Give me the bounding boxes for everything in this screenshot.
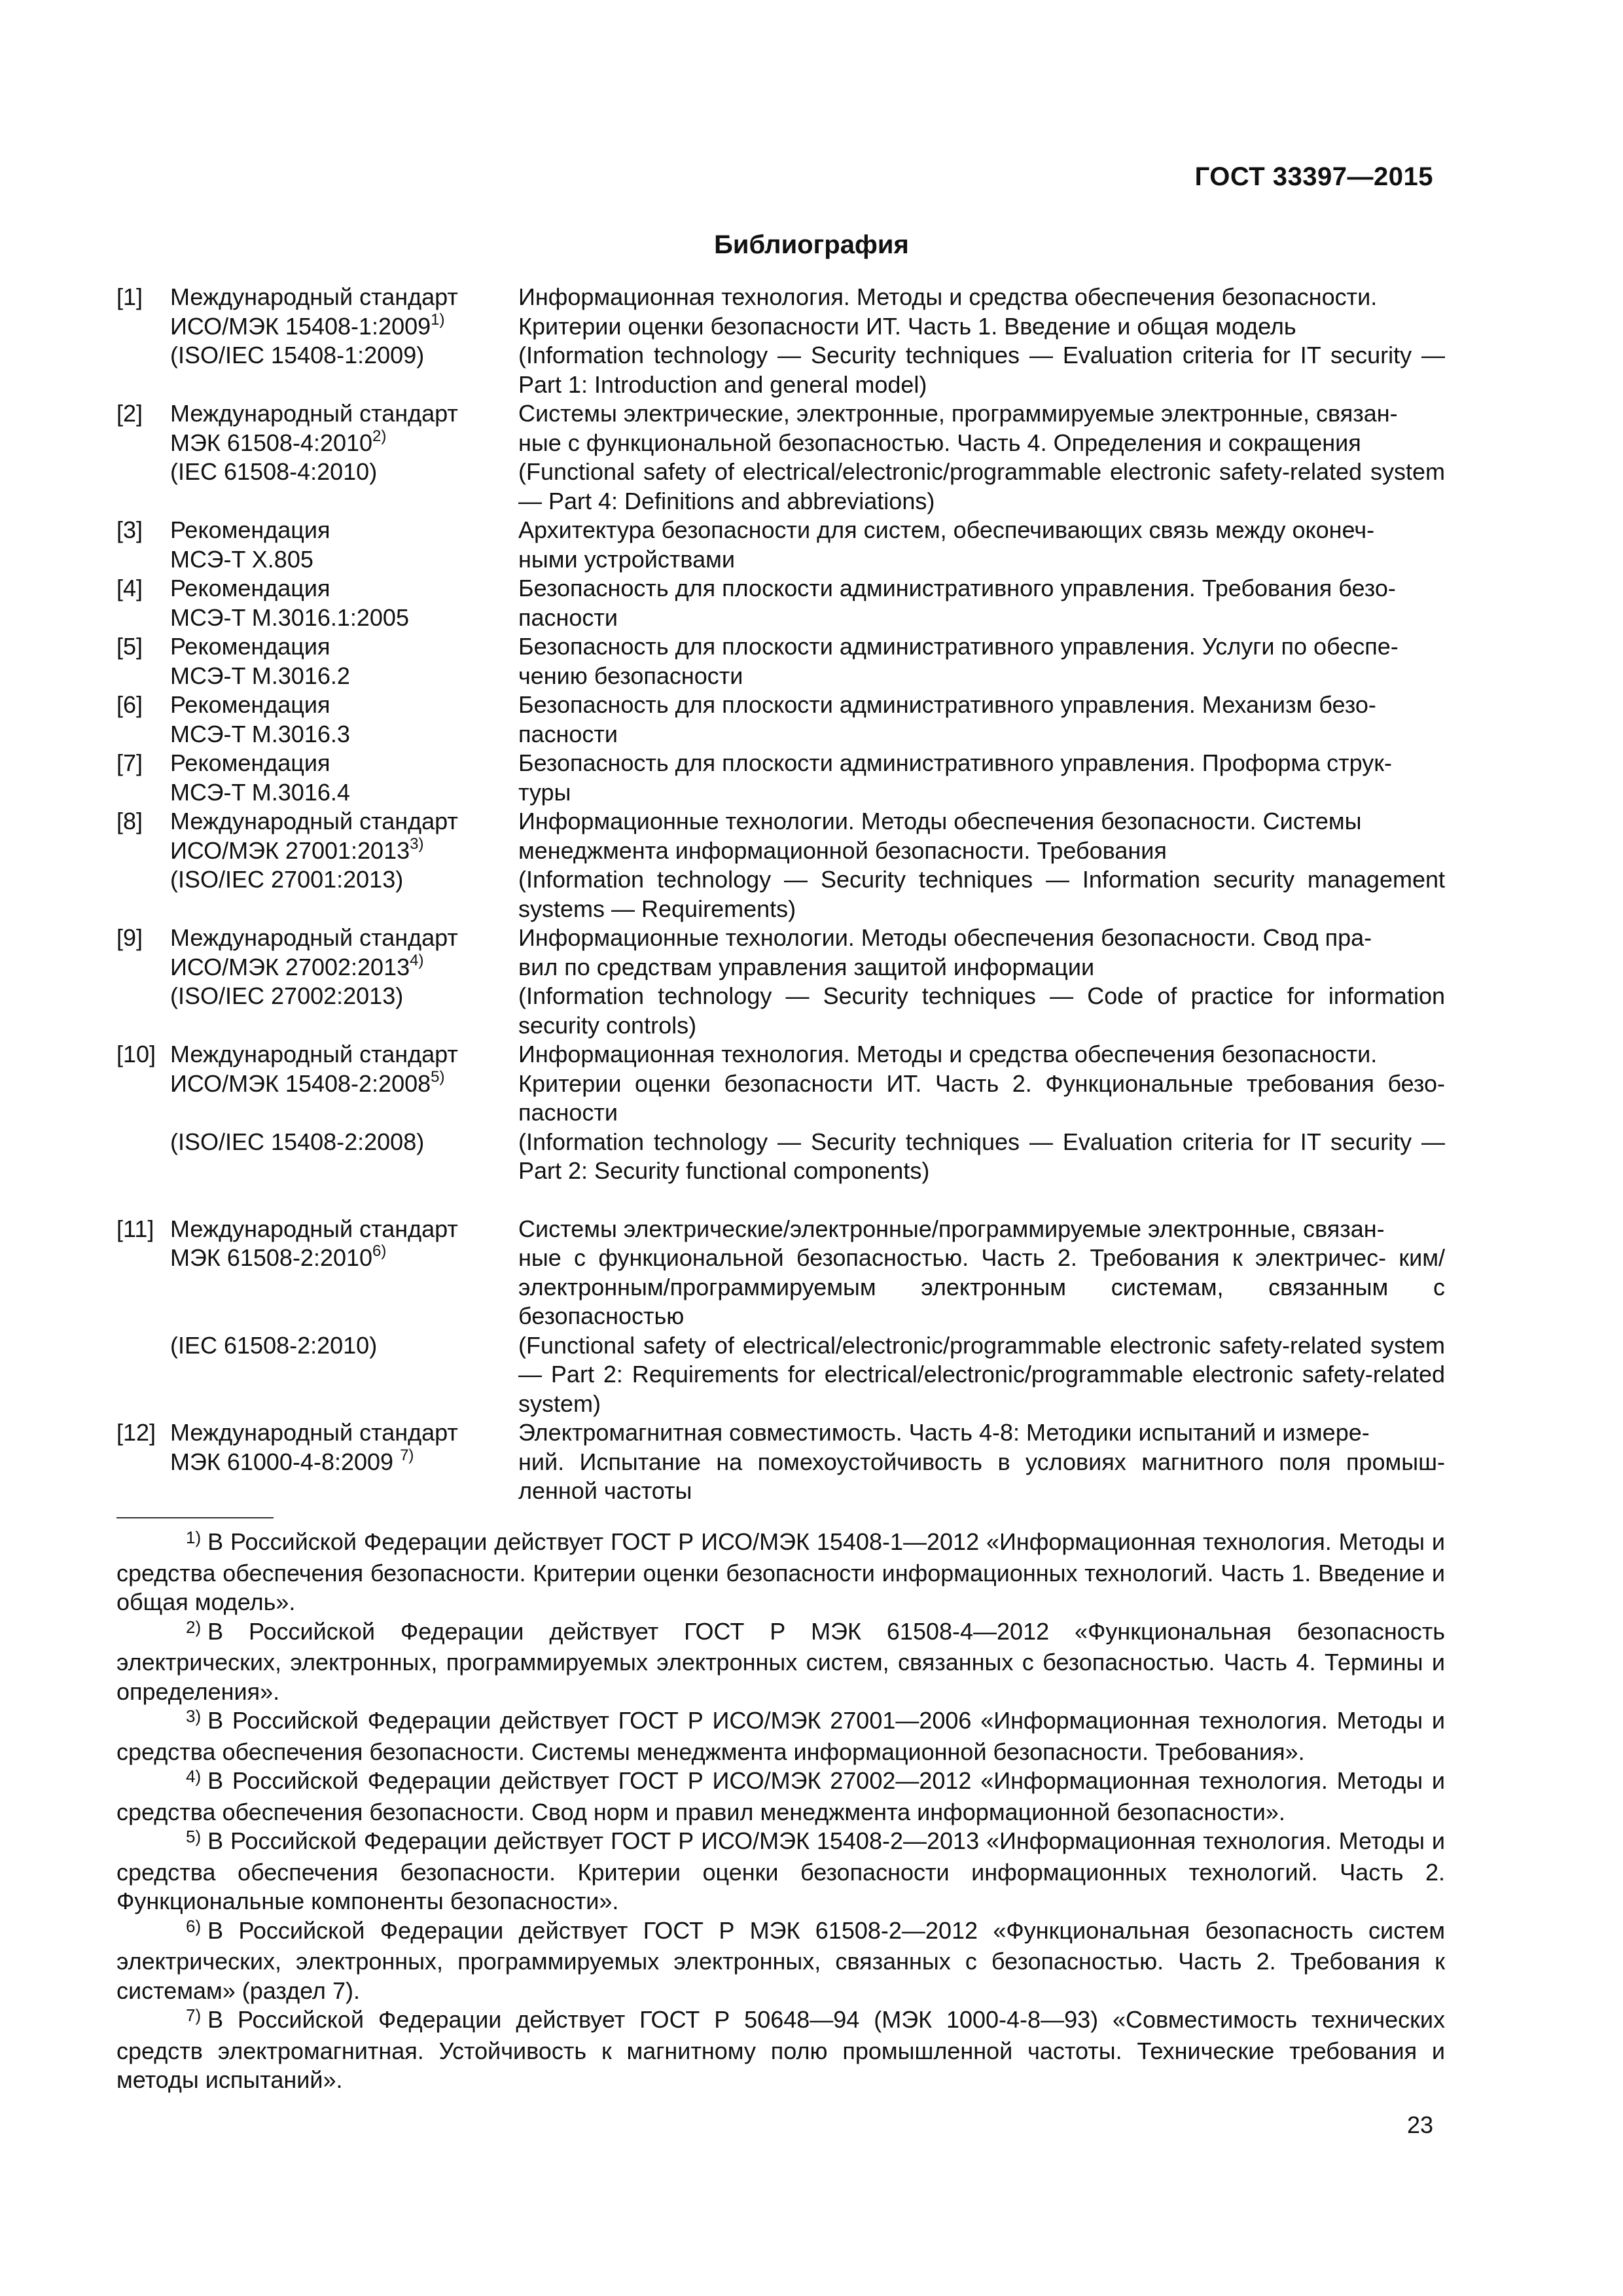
footnote-text: В Российской Федерации действует ГОСТ Р ИСО/МЭК 27001—2006 «Информационная технология. Методы и средства обеспечения безопасности. Системы менеджмента информационной безопасности. Требования».: [116, 1707, 1445, 1765]
bibliography-entry: [116, 574, 1445, 632]
document-code: ГОСТ 33397—2015: [1194, 162, 1433, 191]
bibliography-title: Библиография: [714, 230, 909, 259]
footnote: [116, 1617, 1445, 1707]
entry-description: ные с функциональной безопасностью. Часть 4. Определения и сокращения: [518, 429, 1361, 456]
bibliography-entry: [116, 1215, 1445, 1419]
footnote-ref[interactable]: 4): [410, 951, 424, 969]
entry-description: Информационная технология. Методы и средства обеспечения безопасности.: [518, 283, 1378, 310]
entry-description: Системы электрические/электронные/программируемые электронные, связан-: [518, 1215, 1385, 1242]
entry-description: Безопасность для плоскости административного управления. Проформа струк-: [518, 749, 1393, 776]
footnote-ref[interactable]: 6): [372, 1242, 387, 1260]
footnote-text: В Российской Федерации действует ГОСТ Р ИСО/МЭК 15408-2—2013 «Информационная технология. Методы и средства обеспечения безопасности. Критерии оценки безопасности информационных технологий. Часть 2. Функциональные компоненты безопасности».: [116, 1827, 1445, 1914]
footnote-mark: 7): [186, 2005, 202, 2025]
footnote-text: В Российской Федерации действует ГОСТ Р МЭК 61508-4—2012 «Функциональная безопасность электрических, электронных, программируемых электронных систем, связанных с безопасностью. Часть 4. Термины и определения».: [116, 1617, 1445, 1705]
entry-description: ний. Испытание на помехоустойчивость в условиях магнитного поля промыш- ленной частоты: [518, 1448, 1445, 1504]
entry-reference: МСЭ-T M.3016.4: [170, 778, 350, 806]
entry-number: [11]: [116, 1215, 154, 1242]
entry-number: [9]: [116, 924, 143, 951]
entry-reference: Международный стандарт: [170, 283, 458, 310]
footnote-mark: 4): [186, 1767, 202, 1786]
entry-description: Информационные технологии. Методы обеспечения безопасности. Свод пра-: [518, 924, 1372, 951]
entry-reference: МСЭ-T X.805: [170, 545, 313, 573]
footnote-mark: 6): [186, 1916, 202, 1936]
entry-reference: Международный стандарт: [170, 1215, 458, 1242]
entry-description: ными устройствами: [518, 545, 735, 573]
entry-reference: (ISO/IEC 15408-2:2008): [170, 1128, 425, 1155]
bibliography-entry: [116, 691, 1445, 749]
entry-reference: МЭК 61508-4:2010$^{2)}$: [170, 427, 387, 456]
entry-description: (Information technology — Security techniques — Evaluation criteria for IT security — Part 1: Introduction and general model): [518, 342, 1445, 398]
entry-reference: ИСО/МЭК 15408-1:2009$^{1)}$: [170, 310, 445, 340]
entry-reference: Международный стандарт: [170, 1419, 458, 1446]
entry-number: [12]: [116, 1419, 156, 1446]
footnote: [116, 1706, 1445, 1767]
entry-number: [7]: [116, 749, 143, 776]
entry-description: менеджмента информационной безопасности. Требования: [518, 836, 1167, 864]
entry-reference: (IEC 61508-2:2010): [170, 1331, 378, 1359]
entry-description: пасности: [518, 720, 618, 747]
entry-description: пасности: [518, 603, 618, 631]
entry-reference: (ISO/IEC 27002:2013): [170, 982, 404, 1009]
entry-number: [6]: [116, 691, 143, 718]
bibliography-entry: [116, 1418, 1445, 1506]
entry-number: [1]: [116, 283, 143, 310]
footnote-ref[interactable]: 1): [431, 310, 445, 329]
entry-number: [4]: [116, 575, 143, 601]
entry-description: чению безопасности: [518, 662, 743, 689]
entry-reference: Рекомендация: [170, 516, 330, 543]
footnote-mark: 2): [186, 1617, 202, 1637]
footnote-mark: 1): [186, 1528, 202, 1547]
footnote-mark: 5): [186, 1827, 202, 1846]
entry-reference: Международный стандарт: [170, 1041, 458, 1067]
footnote-text: В Российской Федерации действует ГОСТ Р МЭК 61508-2—2012 «Функциональная безопасность систем электрических, электронных, программируемых электронных, связанных с безопасностью. Часть 2. Требования к системам» (раздел 7).: [116, 1916, 1445, 2004]
entry-reference: (ISO/IEC 15408-1:2009): [170, 342, 425, 368]
bibliography-entry: [116, 632, 1445, 691]
footnote: [116, 1916, 1445, 2006]
entry-description: Безопасность для плоскости административного управления. Услуги по обеспе-: [518, 633, 1399, 660]
entry-reference: Международный стандарт: [170, 808, 458, 834]
entry-reference: Международный стандарт: [170, 400, 458, 427]
footnote-ref[interactable]: 2): [372, 427, 387, 445]
footnote: [116, 1827, 1445, 1916]
entry-description: Архитектура безопасности для систем, обеспечивающих связь между оконеч-: [518, 516, 1375, 543]
entry-reference: ИСО/МЭК 27001:2013$^{3)}$: [170, 834, 424, 864]
footnotes: [116, 1528, 1445, 2095]
entry-reference: (ISO/IEC 27001:2013): [170, 866, 404, 893]
entry-reference: (IEC 61508-4:2010): [170, 458, 378, 485]
entry-description: (Information technology — Security techniques — Evaluation criteria for IT security — Part 2: Security functional components): [518, 1128, 1445, 1184]
bibliography-list: [116, 283, 1445, 1506]
footnote: [116, 1528, 1445, 1617]
entry-number: [10]: [116, 1041, 156, 1067]
entry-description: Информационные технологии. Методы обеспечения безопасности. Системы: [518, 808, 1362, 834]
footnote-text: В Российской Федерации действует ГОСТ Р 50648—94 (МЭК 1000-4-8—93) «Совместимость технических средств электромагнитная. Устойчивость к магнитному полю промышленной частоты. Технические требования и методы испытаний».: [116, 2006, 1445, 2093]
entry-description: Электромагнитная совместимость. Часть 4-8: Методики испытаний и измере-: [518, 1419, 1370, 1446]
entry-description: вил по средствам управления защитой информации: [518, 953, 1095, 980]
entry-reference: ИСО/МЭК 15408-2:2008$^{5)}$: [170, 1067, 445, 1097]
bibliography-entry: [116, 807, 1445, 924]
entry-reference: МСЭ-T M.3016.2: [170, 662, 350, 689]
footnote-text: В Российской Федерации действует ГОСТ Р ИСО/МЭК 15408-1—2012 «Информационная технология. Методы и средства обеспечения безопасности. Критерии оценки безопасности информационных технологий. Часть 1. Введение и общая модель».: [116, 1528, 1445, 1615]
entry-reference: МЭК 61000-4-8:2009 $^{7)}$: [170, 1446, 414, 1475]
entry-number: [5]: [116, 633, 143, 660]
entry-reference: Рекомендация: [170, 691, 330, 718]
entry-reference: ИСО/МЭК 27002:2013$^{4)}$: [170, 951, 424, 980]
entry-description: Безопасность для плоскости административного управления. Требования безо-: [518, 575, 1396, 601]
entry-reference: МСЭ-T M.3016.1:2005: [170, 603, 409, 631]
entry-description: (Functional safety of electrical/electronic/programmable electronic safety-related system — Part 2: Requirements for electrical/electronic/programmable electronic safety-related system): [518, 1331, 1445, 1417]
entry-number: [8]: [116, 808, 143, 834]
bibliography-entry: [116, 399, 1445, 516]
entry-reference: Международный стандарт: [170, 924, 458, 951]
footnote-ref[interactable]: 7): [400, 1446, 414, 1464]
entry-description: (Functional safety of electrical/electronic/programmable electronic safety-related system — Part 4: Definitions and abbreviations): [518, 458, 1445, 514]
entry-description: Безопасность для плоскости административного управления. Механизм безо-: [518, 691, 1376, 718]
footnote-mark: 3): [186, 1706, 202, 1726]
entry-reference: МЭК 61508-2:2010$^{6)}$: [170, 1242, 387, 1271]
entry-reference: Рекомендация: [170, 749, 330, 776]
bibliography-entry: [116, 749, 1445, 807]
entry-description: Критерии оценки безопасности ИТ. Часть 1. Введение и общая модель: [518, 312, 1296, 340]
entry-description: ные с функциональной безопасностью. Часть 2. Требования к электричес- ким/электронным/программируемым электронным системам, связанным с безопасностью: [518, 1244, 1445, 1329]
entry-reference: МСЭ-T M.3016.3: [170, 720, 350, 747]
entry-description: туры: [518, 778, 571, 806]
entry-reference: Рекомендация: [170, 633, 330, 660]
footnote-ref[interactable]: 5): [431, 1067, 445, 1086]
footnote-text: В Российской Федерации действует ГОСТ Р ИСО/МЭК 27002—2012 «Информационная технология. Методы и средства обеспечения безопасности. Свод норм и правил менеджмента информационной безопасности».: [116, 1767, 1445, 1825]
footnote-ref[interactable]: 3): [410, 834, 424, 853]
entry-description: Критерии оценки безопасности ИТ. Часть 2. Функциональные требования безо- пасности: [518, 1069, 1445, 1126]
footnote: [116, 2005, 1445, 2095]
entry-description: (Information technology — Security techniques — Code of practice for information security controls): [518, 982, 1445, 1039]
footnote-separator: [116, 1517, 274, 1518]
bibliography-entry: [116, 1040, 1445, 1186]
entry-description: (Information technology — Security techniques — Information security management systems — Requirements): [518, 866, 1445, 922]
bibliography-entry: [116, 516, 1445, 574]
entry-number: [2]: [116, 400, 143, 427]
page-number: 23: [1406, 2111, 1433, 2138]
entry-description: Системы электрические, электронные, программируемые электронные, связан-: [518, 400, 1398, 427]
entry-number: [3]: [116, 516, 143, 543]
entry-description: Информационная технология. Методы и средства обеспечения безопасности.: [518, 1041, 1378, 1067]
bibliography-entry: [116, 283, 1445, 399]
entry-reference: Рекомендация: [170, 575, 330, 601]
footnote: [116, 1767, 1445, 1827]
bibliography-entry: [116, 924, 1445, 1040]
